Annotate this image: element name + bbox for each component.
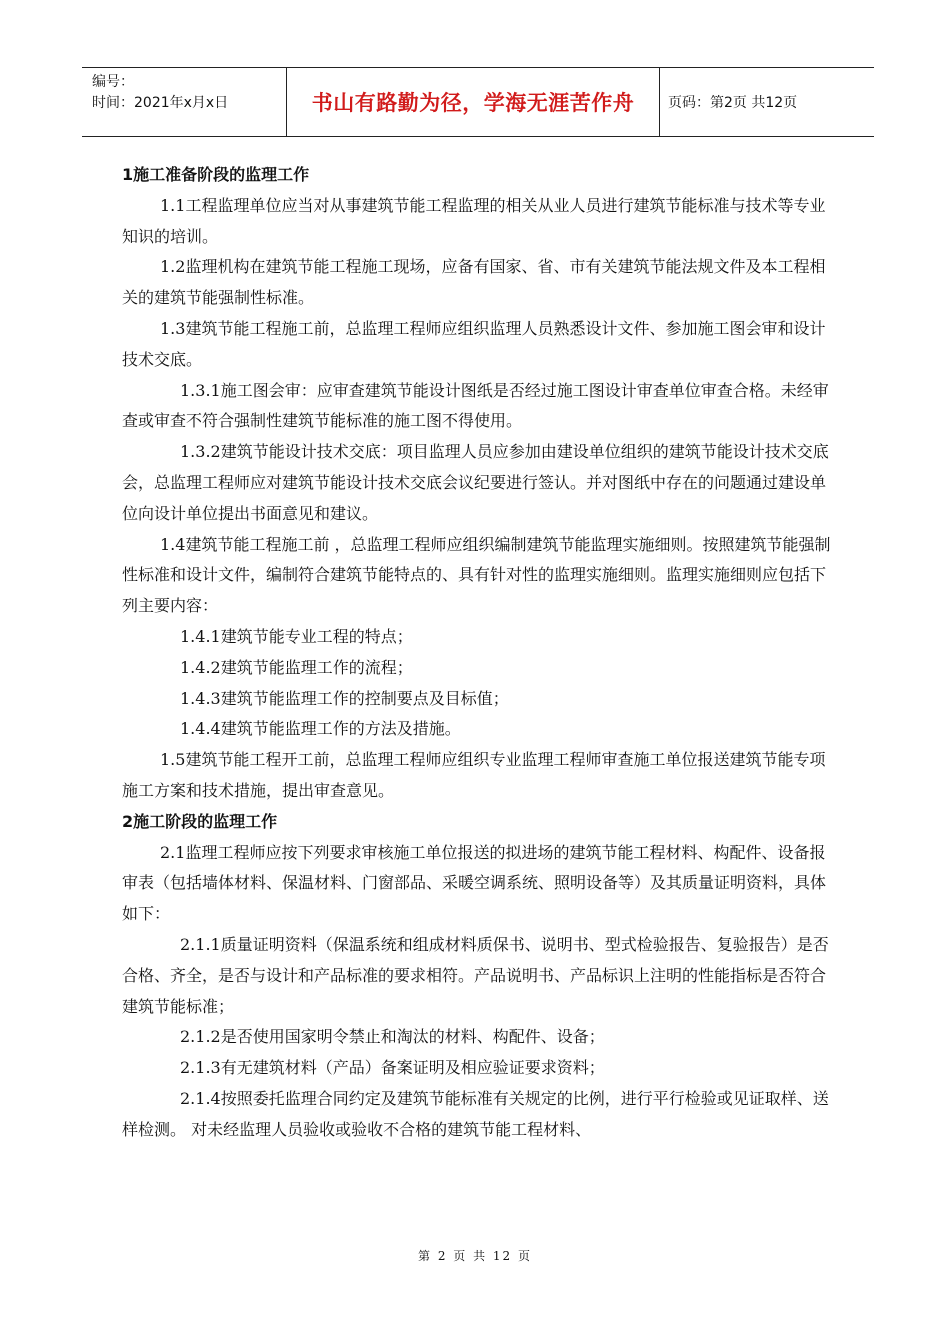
body-paragraph: 1.4.2建筑节能监理工作的流程；: [180, 657, 413, 677]
section-heading: 1施工准备阶段的监理工作: [122, 165, 310, 184]
body-paragraph: 2.1.2是否使用国家明令禁止和淘汰的材料、构配件、设备；: [180, 1027, 605, 1047]
body-paragraph: 1.5建筑节能工程开工前，总监理工程师应组织专业监理工程师审查施工单位报送建筑节能专项施工方案和技术措施，提出审查意见。: [122, 750, 826, 800]
body-paragraph: 1.4.3建筑节能监理工作的控制要点及目标值；: [180, 688, 509, 708]
header-meta: [82, 68, 286, 136]
document-body: [122, 160, 834, 1146]
section-heading: 2施工阶段的监理工作: [122, 811, 278, 831]
page-header: [82, 67, 874, 137]
document-time-label: 时间：2021年x月x日: [92, 95, 229, 111]
body-paragraph: 2.1.4按照委托监理合同约定及建筑节能标准有关规定的比例，进行平行检验或见证取样、送样检测。 对未经监理人员验收或验收不合格的建筑节能工程材料、: [122, 1088, 829, 1139]
body-paragraph: 1.4.4建筑节能监理工作的方法及措施。: [180, 719, 461, 739]
body-paragraph: 2.1.3有无建筑材料（产品）备案证明及相应验证要求资料；: [180, 1058, 605, 1078]
document-number-label: 编号：: [92, 74, 134, 90]
body-paragraph: 1.4.1建筑节能专业工程的特点；: [180, 626, 413, 646]
header-motto: 书山有路勤为径，学海无涯苦作舟: [286, 68, 660, 136]
body-paragraph: 1.1工程监理单位应当对从事建筑节能工程监理的相关从业人员进行建筑节能标准与技术等专业知识的培训。: [122, 195, 826, 246]
body-paragraph: 2.1监理工程师应按下列要求审核施工单位报送的拟进场的建筑节能工程材料、构配件、设备报审表（包括墙体材料、保温材料、门窗部品、采暖空调系统、照明设备等）及其质量证明资料，具体如下：: [122, 842, 827, 924]
body-paragraph: 1.3建筑节能工程施工前，总监理工程师应组织监理人员熟悉设计文件、参加施工图会审和设计技术交底。: [122, 318, 826, 369]
body-paragraph: 2.1.1质量证明资料（保温系统和组成材料质保书、说明书、型式检验报告、复验报告）是否合格、齐全，是否与设计和产品标准的要求相符。产品说明书、产品标识上注明的性能指标是否符合建筑节能标准；: [122, 934, 829, 1016]
header-page-info: 页码：第2页 共12页: [668, 95, 798, 111]
body-paragraph: 1.2监理机构在建筑节能工程施工现场，应备有国家、省、市有关建筑节能法规文件及本工程相关的建筑节能强制性标准。: [122, 257, 826, 308]
body-paragraph: 1.3.1施工图会审：应审查建筑节能设计图纸是否经过施工图设计审查单位审查合格。未经审查或审查不符合强制性建筑节能标准的施工图不得使用。: [122, 380, 829, 431]
body-paragraph: 1.4建筑节能工程施工前 ，总监理工程师应组织编制建筑节能监理实施细则。按照建筑节能强制性标准和设计文件，编制符合建筑节能特点的、具有针对性的监理实施细则。监理实施细则应包括下列主要内容：: [122, 534, 831, 616]
page-footer: 第 2 页 共 12 页: [418, 1249, 532, 1263]
body-paragraph: 1.3.2建筑节能设计技术交底：项目监理人员应参加由建设单位组织的建筑节能设计技术交底会，总监理工程师应对建筑节能设计技术交底会议纪要进行签认。并对图纸中存在的问题通过建设单位向设计单位提出书面意见和建议。: [122, 442, 829, 523]
